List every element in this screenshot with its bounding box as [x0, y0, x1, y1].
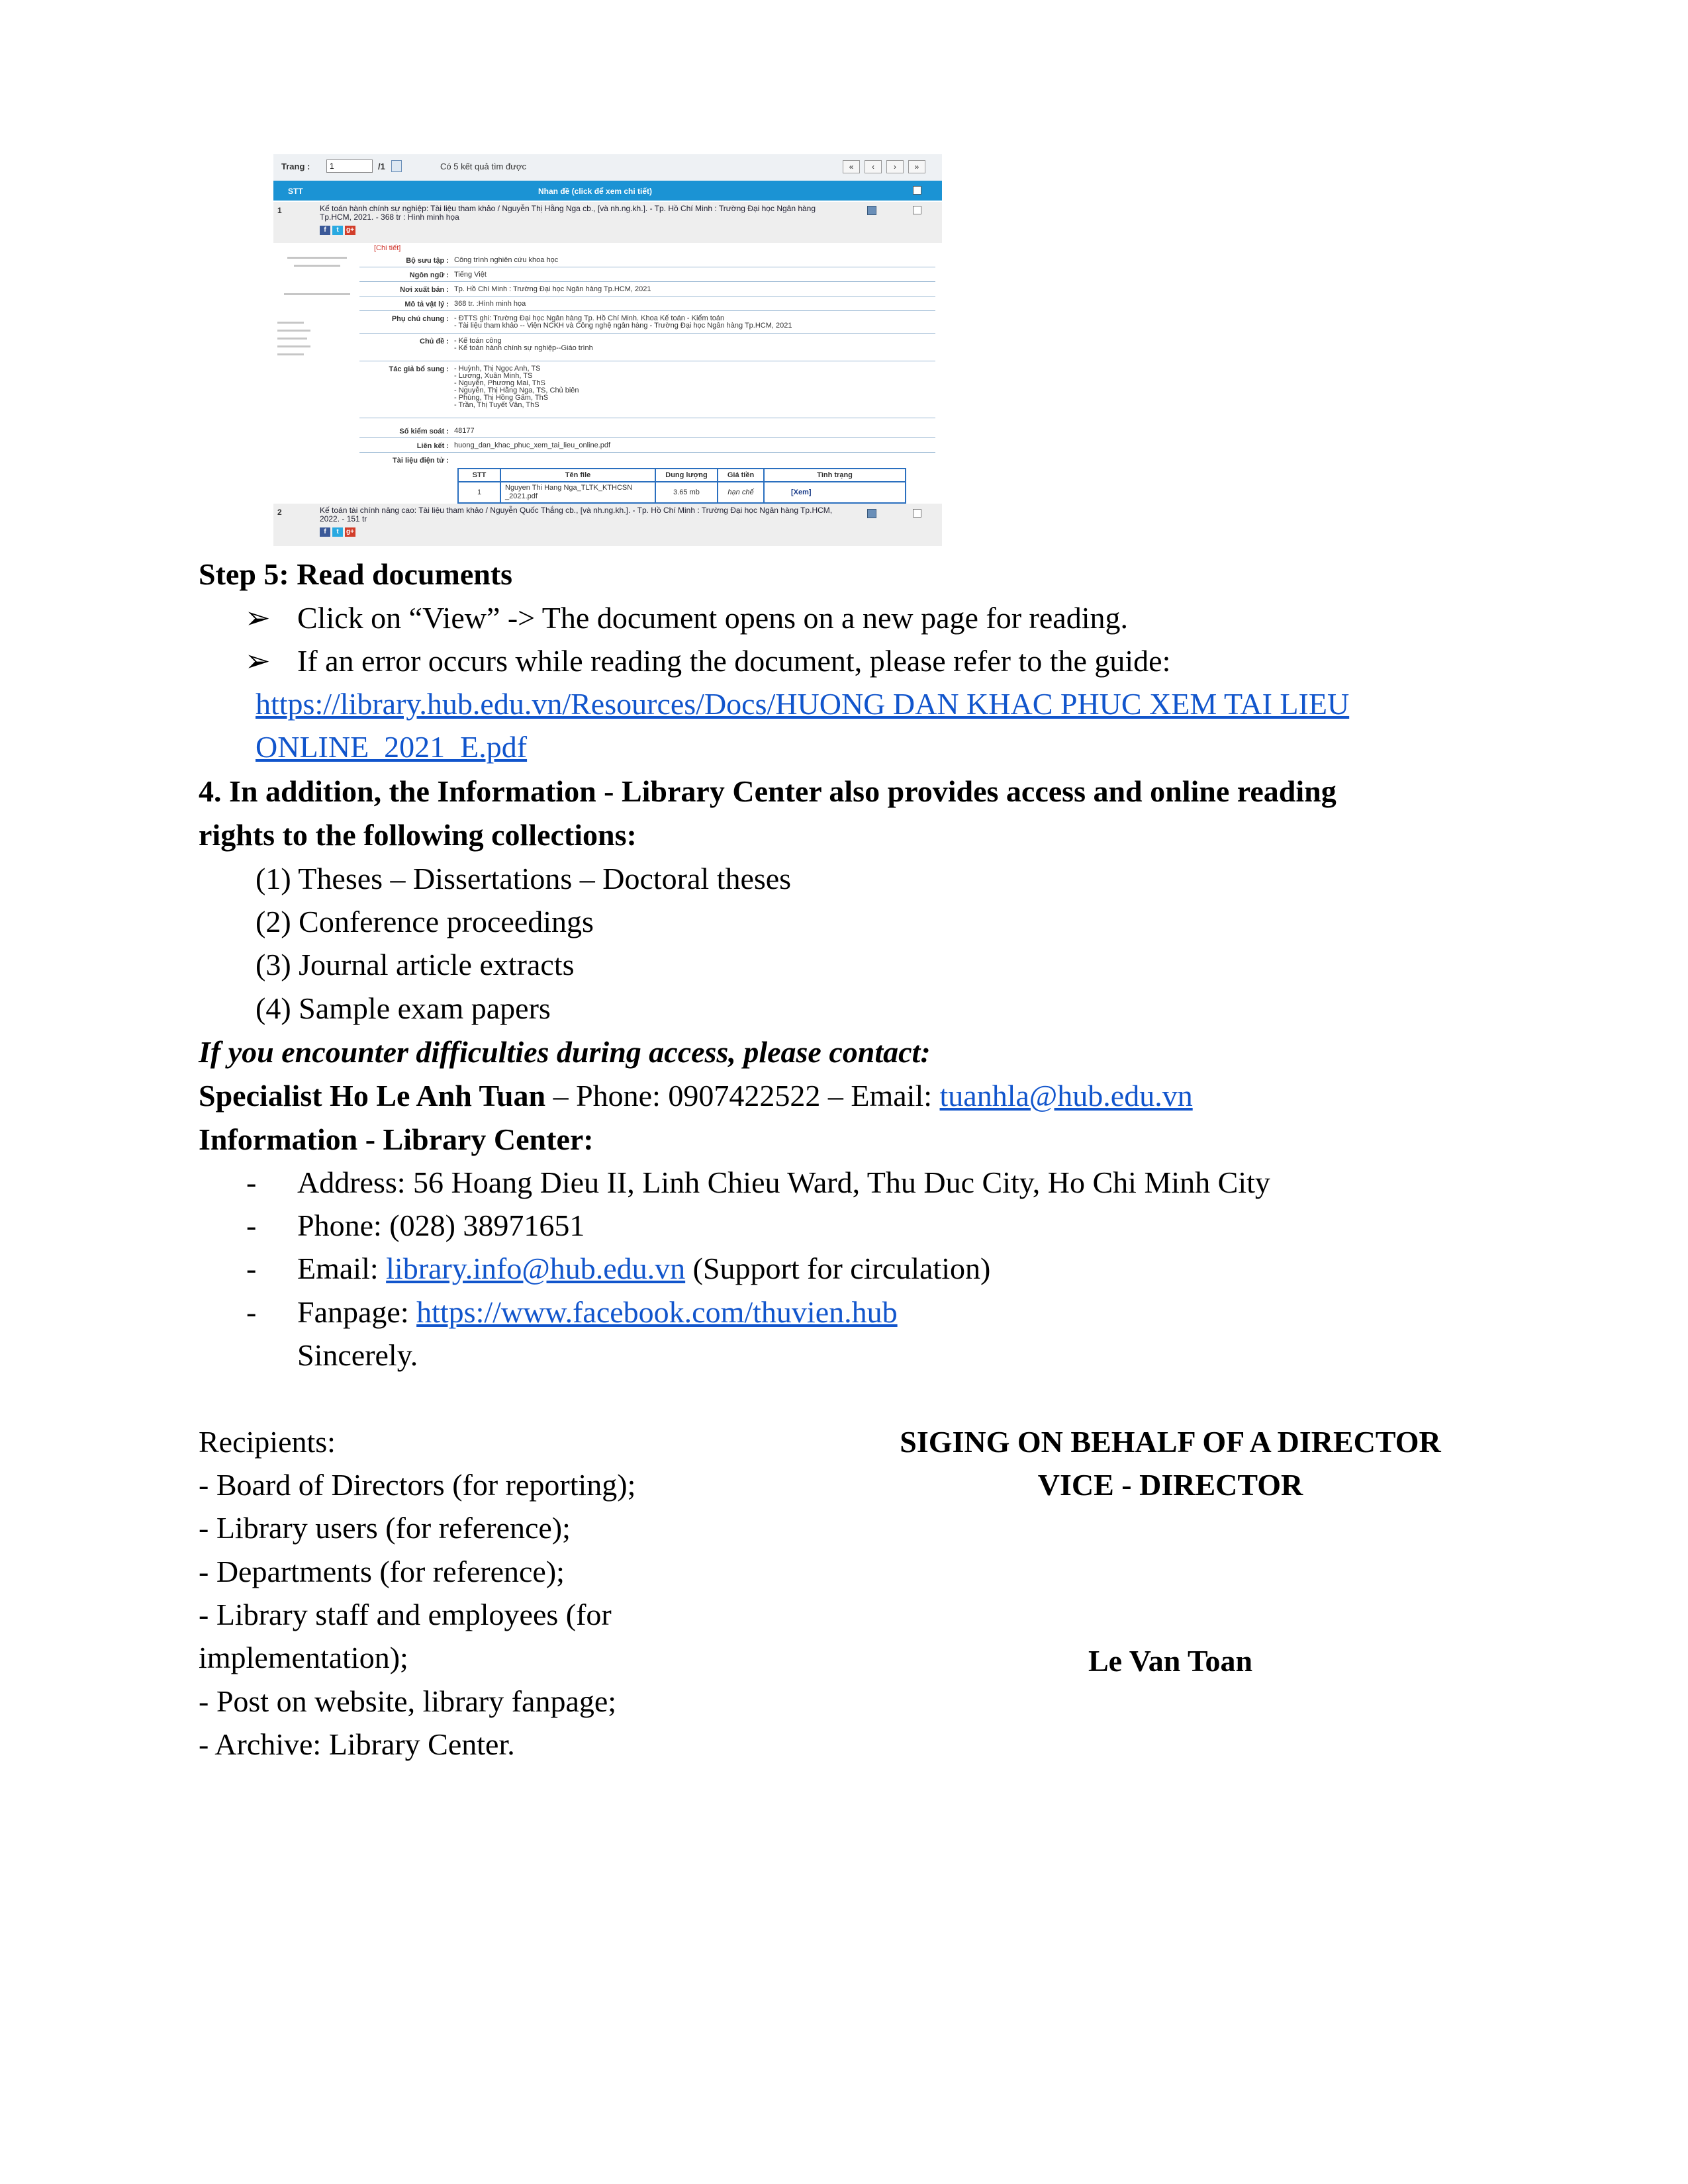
go-icon[interactable]: [391, 160, 402, 172]
dash: -: [246, 1208, 257, 1242]
field-label: Phụ chú chung :: [391, 315, 449, 323]
record-row-2: [273, 504, 942, 546]
bullet-arrow-icon: ➢: [245, 644, 271, 678]
file-price: hạn chế: [718, 482, 764, 503]
recipient-item: - Post on website, library fanpage;: [199, 1684, 617, 1718]
field-label: Liên kết :: [416, 442, 449, 450]
share-icons: [320, 527, 355, 537]
collection-item: (1) Theses – Dissertations – Doctoral theses: [256, 862, 792, 895]
recipient-item: - Board of Directors (for reporting);: [199, 1468, 636, 1502]
file-stt: 1: [458, 482, 500, 503]
field-language: [359, 269, 935, 282]
collection-item: (3) Journal article extracts: [256, 948, 575, 981]
field-value: - Huỳnh, Thị Ngọc Anh, TS - Lương, Xuân Minh, TS - Nguyễn, Phương Mai, ThS - Nguyễn, Thị Hằng Nga, TS, Chủ biên - Phùng, Thị Hồng Gấm, ThS - Trần, Thị Tuyết Vân, ThS: [454, 365, 579, 409]
prev-page-button[interactable]: ‹: [865, 160, 882, 173]
collection-item: (2) Conference proceedings: [256, 905, 594, 938]
record-checkbox[interactable]: [913, 206, 921, 214]
record-number: 2: [277, 508, 282, 517]
section4-heading-cont: rights to the following collections:: [199, 818, 637, 852]
recipient-item: - Library staff and employees (for: [199, 1598, 612, 1631]
files-col-price: Giá tiền: [718, 469, 764, 482]
center-email-link[interactable]: library.info@hub.edu.vn: [386, 1251, 686, 1285]
field-label: Chủ đề :: [420, 338, 449, 345]
col-stt: STT: [288, 187, 303, 196]
field-link: [359, 440, 935, 453]
view-file-button[interactable]: [Xem]: [764, 482, 906, 503]
field-label: Nơi xuất bản :: [400, 286, 449, 294]
dash: -: [246, 1251, 257, 1285]
record-number: 1: [277, 206, 282, 215]
field-label: Số kiểm soát :: [399, 428, 449, 435]
recipient-item: - Archive: Library Center.: [199, 1727, 515, 1761]
section4-heading: 4. In addition, the Information - Library Center also provides access and online reading: [199, 774, 1336, 808]
recipient-item: - Departments (for reference);: [199, 1555, 565, 1588]
center-fanpage: [297, 1294, 898, 1331]
field-publisher: [359, 284, 935, 296]
field-value: Tiếng Việt: [454, 271, 487, 279]
center-heading: Information - Library Center:: [199, 1122, 594, 1156]
specialist-name: Specialist Ho Le Anh Tuan: [199, 1079, 546, 1113]
record-title-link[interactable]: Kế toán tài chính nâng cao: Tài liệu tham khảo / Nguyễn Quốc Thắng cb., [và nh.ng.kh.]. - Tp. Hồ Chí Minh : Trường Đại học Ngân hàng Tp.HCM, 2022. - 151 tr: [320, 506, 833, 523]
email-note: (Support for circulation): [685, 1251, 991, 1285]
detail-link[interactable]: [Chi tiết]: [374, 244, 401, 252]
page-total: /1: [378, 161, 385, 171]
twitter-icon[interactable]: t: [332, 527, 343, 537]
book-cover-thumbnail: [277, 251, 357, 502]
file-size: 3.65 mb: [655, 482, 718, 503]
twitter-icon[interactable]: t: [332, 226, 343, 235]
record-title-link[interactable]: Kế toán hành chính sự nghiệp: Tài liệu tham khảo / Nguyễn Thị Hằng Nga cb., [và nh.ng.kh.]. - Tp. Hồ Chí Minh : Trường Đại học Ngân hàng Tp.HCM, 2021. - 368 tr : Hình minh họa: [320, 204, 816, 222]
file-name: Nguyen Thi Hang Nga_TLTK_KTHCSN _2021.pdf: [500, 482, 655, 503]
select-all-checkbox[interactable]: [913, 186, 921, 195]
specialist-contact: [199, 1077, 1193, 1115]
page-input[interactable]: [326, 159, 373, 173]
fanpage-label: Fanpage:: [297, 1295, 417, 1329]
google-plus-icon[interactable]: g+: [345, 226, 355, 235]
google-plus-icon[interactable]: g+: [345, 527, 355, 537]
col-title[interactable]: Nhan đề (click để xem chi tiết): [538, 187, 653, 196]
specialist-phone: – Phone: 0907422522 – Email:: [545, 1079, 940, 1113]
field-subjects: [359, 336, 935, 361]
opac-screenshot: [273, 154, 942, 546]
step5-heading: Step 5: Read documents: [199, 557, 513, 591]
field-value: Tp. Hồ Chí Minh : Trường Đại học Ngân hàng Tp.HCM, 2021: [454, 285, 651, 293]
bullet-arrow-icon: ➢: [245, 601, 271, 635]
email-label: Email:: [297, 1251, 387, 1285]
dash: -: [246, 1165, 257, 1199]
bullet-error: If an error occurs while reading the document, please refer to the guide:: [297, 644, 1171, 678]
recipients-heading: Recipients:: [199, 1425, 336, 1459]
files-table: [457, 468, 906, 504]
signature-title: SIGING ON BEHALF OF A DIRECTOR: [900, 1425, 1441, 1459]
field-physical: [359, 298, 935, 311]
field-value: Công trình nghiên cứu khoa học: [454, 256, 559, 264]
share-icons: [320, 226, 355, 235]
field-label: Bộ sưu tập :: [406, 257, 449, 265]
save-record-icon[interactable]: [867, 206, 876, 215]
field-label: Ngôn ngữ :: [409, 271, 449, 279]
results-table-header: [273, 181, 942, 201]
field-label: Mô tả vật lý :: [404, 300, 449, 308]
sincerely: Sincerely.: [297, 1338, 418, 1372]
files-col-name: Tên file: [500, 469, 655, 482]
next-page-button[interactable]: ›: [886, 160, 904, 173]
files-col-size: Dung lượng: [655, 469, 718, 482]
first-page-button[interactable]: «: [843, 160, 860, 173]
field-value: 48177: [454, 427, 475, 435]
specialist-email-link[interactable]: tuanhla@hub.edu.vn: [939, 1079, 1193, 1113]
field-notes: [359, 313, 935, 334]
files-col-status: Tình trạng: [764, 469, 906, 482]
facebook-icon[interactable]: f: [320, 527, 330, 537]
collection-item: (4) Sample exam papers: [256, 991, 551, 1025]
field-value: 368 tr. :Hình minh họa: [454, 300, 526, 308]
dash: -: [246, 1295, 257, 1329]
field-label: Tác giả bổ sung :: [389, 365, 449, 373]
record-detail: [273, 244, 942, 502]
center-address: Address: 56 Hoang Dieu II, Linh Chieu Ward, Thu Duc City, Ho Chi Minh City: [297, 1165, 1270, 1199]
guide-link[interactable]: https://library.hub.edu.vn/Resources/Docs/HUONG DAN KHAC PHUC XEM TAI LIEU: [256, 687, 1350, 721]
field-authors: [359, 363, 935, 418]
center-phone: Phone: (028) 38971651: [297, 1208, 585, 1242]
difficulties-note: If you encounter difficulties during access, please contact:: [199, 1035, 931, 1069]
record-checkbox[interactable]: [913, 509, 921, 518]
bullet-view: Click on “View” -> The document opens on a new page for reading.: [297, 601, 1128, 635]
signature-name: Le Van Toan: [1088, 1644, 1253, 1678]
field-control-number: [359, 426, 935, 438]
recipient-item: - Library users (for reference);: [199, 1511, 571, 1545]
recipient-item: implementation);: [199, 1641, 408, 1674]
page-label: Trang :: [281, 161, 310, 171]
fanpage-link[interactable]: https://www.facebook.com/thuvien.hub: [416, 1295, 898, 1329]
files-col-stt: STT: [458, 469, 500, 482]
field-value: - Kế toán công - Kế toán hành chính sự nghiệp--Giáo trình: [454, 337, 593, 352]
guide-link-cont[interactable]: ONLINE_2021_E.pdf: [256, 730, 528, 764]
last-page-button[interactable]: »: [908, 160, 925, 173]
results-count: Có 5 kết quả tìm được: [440, 161, 526, 171]
field-collection: [359, 255, 935, 267]
field-value: - ĐTTS ghi: Trường Đại học Ngân hàng Tp. Hồ Chí Minh. Khoa Kế toán - Kiểm toán - Tài liệu tham khảo -- Viện NCKH và Công nghệ ngân hàng - Trường Đại học Ngân hàng Tp.HCM, 2021: [454, 314, 792, 330]
field-link-value[interactable]: huong_dan_khac_phuc_xem_tai_lieu_online.pdf: [454, 441, 611, 449]
field-label: Tài liệu điện tử :: [393, 457, 449, 465]
pager-bar: [273, 154, 942, 181]
save-record-icon[interactable]: [867, 509, 876, 518]
center-email: [297, 1250, 990, 1287]
signature-role: VICE - DIRECTOR: [1037, 1468, 1303, 1502]
record-row-1: [273, 202, 942, 243]
facebook-icon[interactable]: f: [320, 226, 330, 235]
